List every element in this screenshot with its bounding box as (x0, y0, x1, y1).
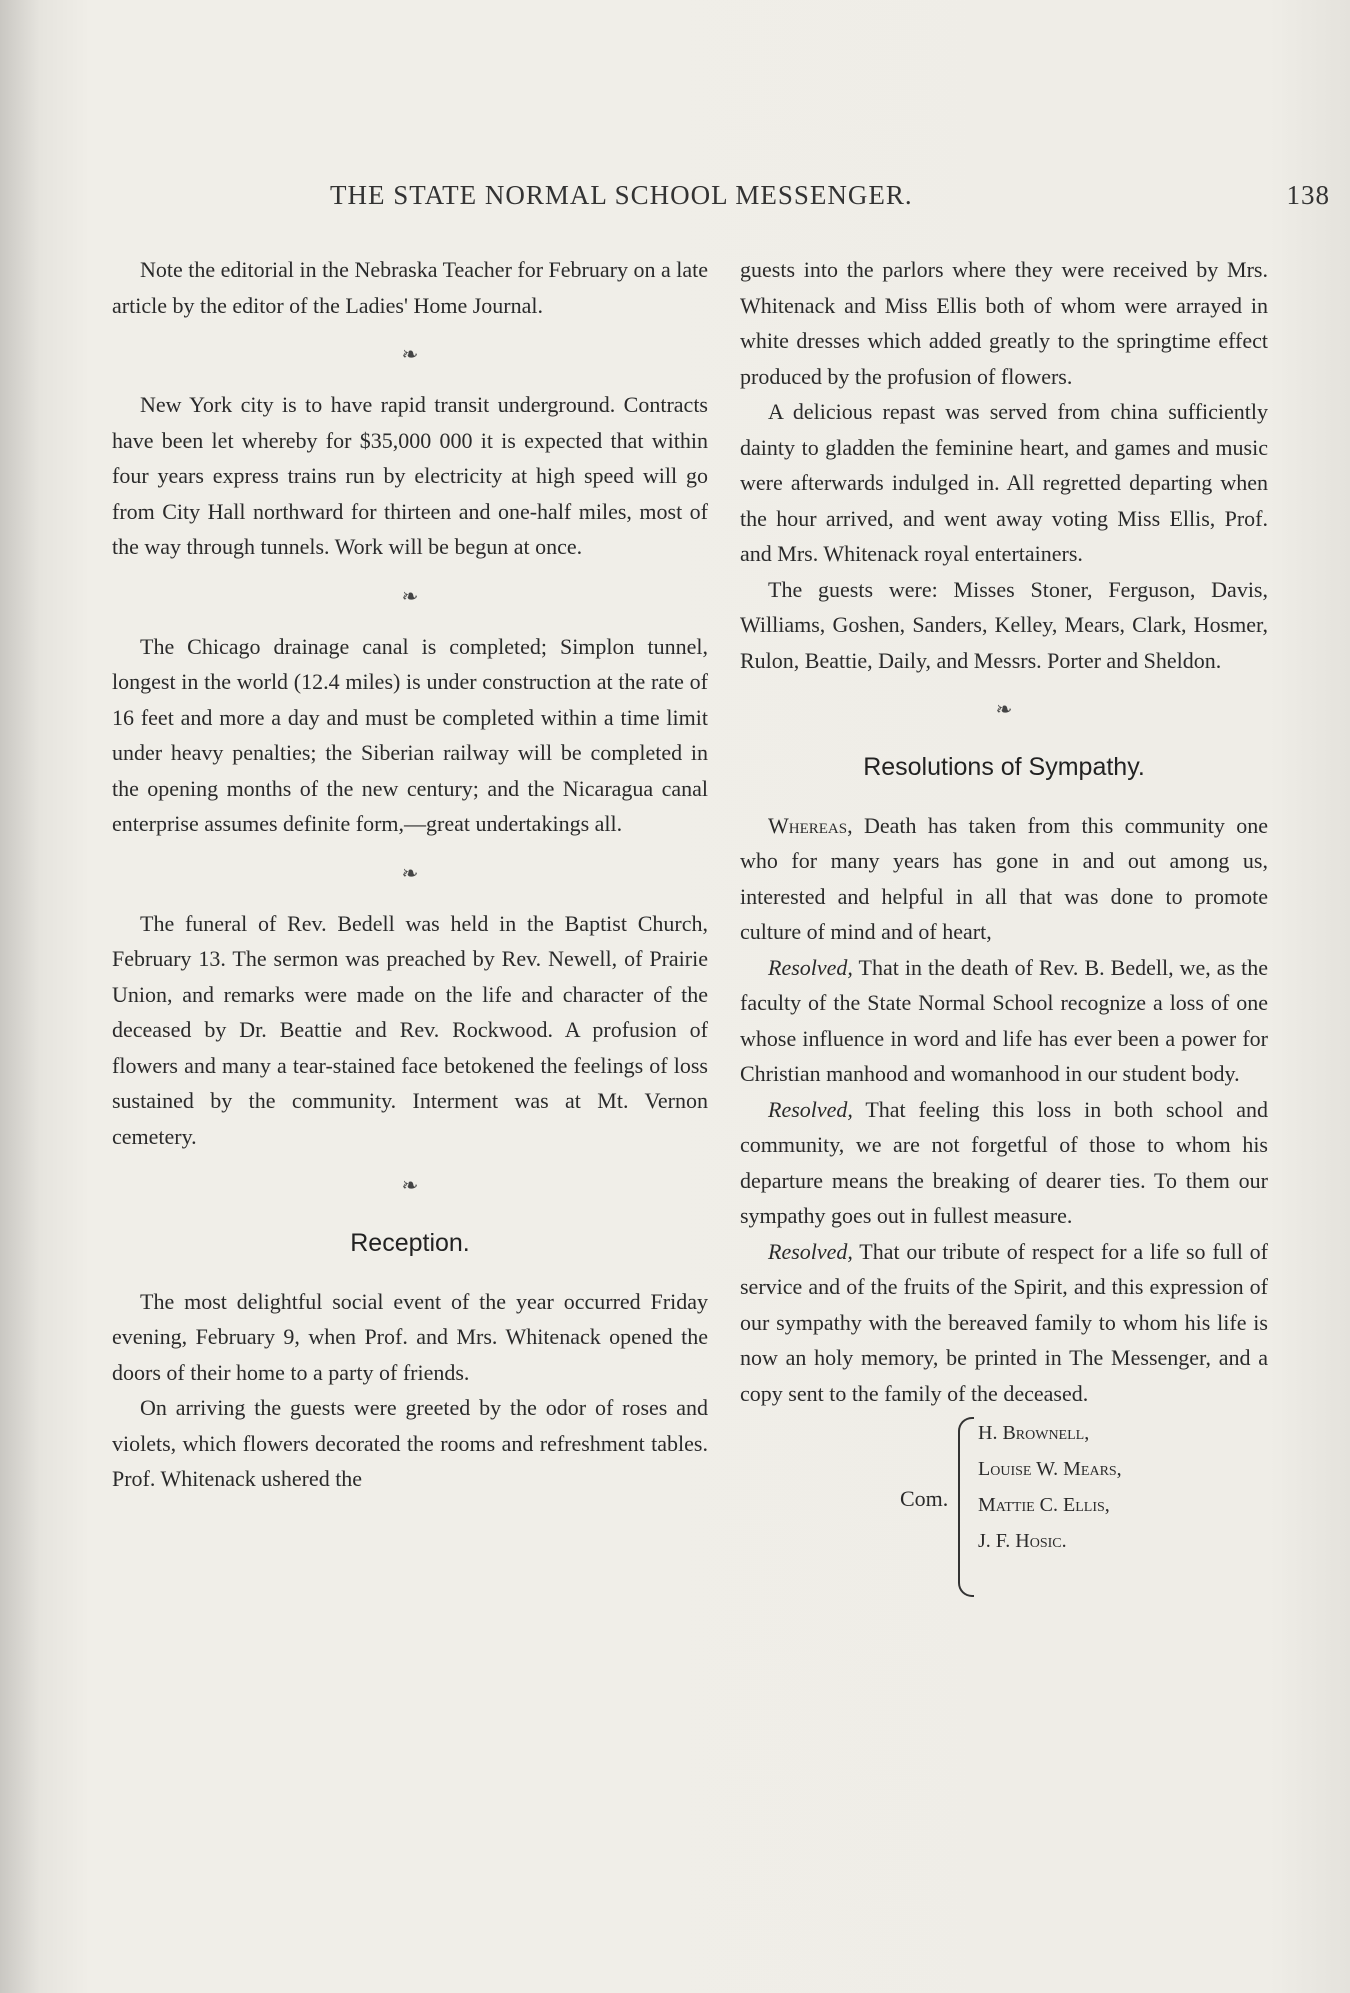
committee-name: J. F. Hosic. (978, 1530, 1067, 1552)
paragraph-resolved-3 (740, 1234, 1268, 1412)
paragraph-reception-2: On arriving the guests were greeted by the odor of roses and violets, which flowers decorated the rooms and refreshment tables. Prof. Whitenack ushered the (112, 1395, 708, 1491)
running-title: THE STATE NORMAL SCHOOL MESSENGER. (330, 180, 913, 210)
ornament-icon: ❧ (401, 344, 419, 366)
ornament-icon: ❧ (995, 699, 1013, 721)
resolved-1-text: That in the death of Rev. B. Bedell, we, as the faculty of the State Normal School recognize a loss of one whose influence in word and life has ever been a power for Christian manhood and womanhood in our student body. (740, 954, 1268, 1086)
paragraph-whereas (740, 808, 1268, 950)
paragraph-resolved-2 (740, 1092, 1268, 1234)
resolutions-heading: Resolutions of Sympathy. (863, 753, 1145, 781)
ornament-icon: ❧ (401, 1175, 419, 1197)
whereas-text: Death has taken from this community one who for many years has gone in and out among us, interested and helpful in all that was done to promote culture of mind and of heart, (740, 812, 1268, 944)
paragraph-editorial-note: Note the editorial in the Nebraska Teacher for February on a late article by the editor of the Ladies' Home Journal. (112, 257, 708, 318)
committee-label: Com. (900, 1486, 949, 1511)
paragraph-reception-continued: guests into the parlors where they were received by Mrs. Whitenack and Miss Ellis both of whom were arrayed in white dresses which added greatly to the springtime effect produced by the profusion of flowers. (740, 257, 1268, 389)
resolved-3-text: That our tribute of respect for a life so full of service and of the fruits of the Spirit, and this expression of our sympathy with the bereaved family to whom his life is now an holy memory, be printed in The Messenger, and a copy sent to the family of the deceased. (740, 1238, 1268, 1406)
brace-icon (958, 1417, 974, 1597)
page-number: 138 (1286, 180, 1330, 210)
resolved-2-text: That feeling this loss in both school and community, we are not forgetful of those to whom his departure means the breaking of dearer ties. To them our sympathy goes out in fullest measure. (740, 1096, 1268, 1228)
committee-name: Mattie C. Ellis, (978, 1494, 1110, 1516)
page-header (330, 180, 1330, 220)
paragraph-great-undertakings: The Chicago drainage canal is completed; Simplon tunnel, longest in the world (12.4 miles) is under construction at the rate of 16 feet and more a day and must be completed within a time limit under heavy penalties; the Siberian railway will be completed in the opening months of the new century; and the Nicaragua canal enterprise assumes definite form,—great undertakings all. (112, 633, 708, 836)
committee-names (978, 1415, 1122, 1559)
paragraph-reception-1: The most delightful social event of the year occurred Friday evening, February 9, when Prof. and Mrs. Whitenack opened the doors of their home to a party of friends. (112, 1288, 708, 1385)
whereas-word: Whereas, (768, 812, 853, 838)
committee-name: H. Brownell, (978, 1422, 1090, 1444)
right-column (740, 252, 1268, 1605)
ornament-icon: ❧ (401, 585, 419, 608)
paragraph-guest-list: The guests were: Misses Stoner, Ferguson, Davis, Williams, Goshen, Sanders, Kelley, Mears, Clark, Hosmer, Rulon, Beattie, Daily, and Messrs. Porter and Sheldon. (740, 576, 1268, 673)
paragraph-repast: A delicious repast was served from china sufficiently dainty to gladden the feminine heart, and games and music were afterwards indulged in. All regretted departing when the hour arrived, and went away voting Miss Ellis, Prof. and Mrs. Whitenack royal entertainers. (740, 399, 1268, 566)
reception-heading: Reception. (350, 1229, 470, 1257)
ornament-icon: ❧ (401, 862, 419, 885)
resolved-word: Resolved, (768, 1238, 853, 1264)
paragraph-funeral: The funeral of Rev. Bedell was held in the Baptist Church, February 13. The sermon was preached by Rev. Newell, of Prairie Union, and remarks were made on the life and character of the deceased by Dr. Beattie and Rev. Rockwood. A profusion of flowers and many a tear-stained face betokened the feelings of loss sustained by the community. Interment was at Mt. Vernon cemetery. (112, 910, 708, 1149)
resolved-word: Resolved, (768, 954, 853, 980)
left-column (112, 252, 708, 1497)
resolved-word: Resolved, (768, 1096, 853, 1122)
paragraph-new-york-transit: New York city is to have rapid transit underground. Contracts have been let whereby for $35,000 000 it is expected that within four years express trains run by electricity at high speed will go from City Hall northward for thirteen and one-half miles, most of the way through tunnels. Work will be begun at once. (112, 392, 708, 559)
paragraph-resolved-1 (740, 950, 1268, 1092)
committee-signature (740, 1415, 1268, 1605)
committee-name: Louise W. Mears, (978, 1458, 1122, 1480)
